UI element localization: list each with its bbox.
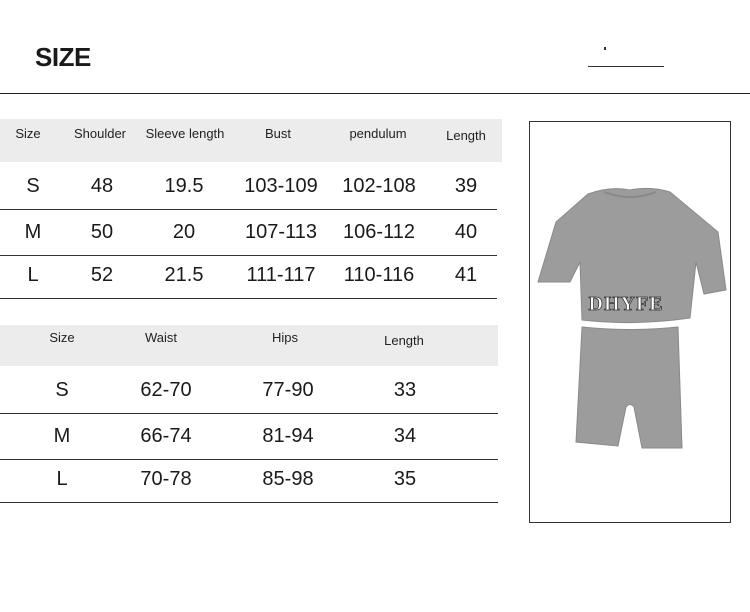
cell-bust: 103-109 [244,175,318,197]
decorative-line [604,47,606,50]
cell-hips: 81-94 [262,425,314,447]
cell-size: L [56,468,68,490]
cell-waist: 62-70 [140,379,192,401]
cell-size: S [55,379,69,401]
bottom-table-header [0,325,498,366]
decorative-line [588,66,664,67]
cell-sleeve-length: 20 [172,221,196,243]
table-row [0,457,498,503]
cell-length: 34 [393,425,417,447]
cell-shoulder: 48 [90,175,114,197]
header-size: Size [15,126,41,141]
page-title: SIZE [35,42,91,72]
cell-sleeve-length: 21.5 [164,264,204,286]
title-divider [0,93,750,94]
header-bust: Bust [264,126,292,141]
cell-size: L [27,264,39,286]
cell-length: 33 [393,379,417,401]
header-hips: Hips [271,330,299,345]
product-image [529,121,731,523]
header-length: Length [384,333,424,348]
cell-hips: 85-98 [262,468,314,490]
cell-waist: 66-74 [140,425,192,447]
cell-pendulum: 106-112 [343,221,415,243]
cell-pendulum: 102-108 [342,175,416,197]
cell-sleeve-length: 19.5 [164,175,204,197]
cell-waist: 70-78 [140,468,192,490]
header-size: Size [49,330,75,345]
cell-shoulder: 52 [90,264,114,286]
shorts-shape [576,327,682,448]
cell-size: M [53,425,71,447]
header-pendulum: pendulum [349,126,407,141]
cell-shoulder: 50 [90,221,114,243]
table-row [0,253,497,299]
cell-length: 41 [454,264,478,286]
table-row [0,164,497,210]
cell-pendulum: 110-116 [343,264,415,286]
cell-size: M [24,221,42,243]
cell-bust: 111-117 [246,264,316,286]
table-row [0,368,498,414]
header-shoulder: Shoulder [73,126,127,141]
cell-hips: 77-90 [262,379,314,401]
cell-length: 40 [454,221,478,243]
outfit-illustration [530,122,730,522]
header-length: Length [446,128,486,143]
cell-length: 39 [454,175,478,197]
table-row [0,414,498,460]
header-waist: Waist [144,330,178,345]
cell-size: S [26,175,40,197]
shirt-print-text: DHYFE [588,293,664,315]
cell-length: 35 [393,468,417,490]
table-row [0,210,497,256]
top-table-header [0,119,502,162]
cell-bust: 107-113 [245,221,317,243]
header-sleeve-length: Sleeve length [145,126,225,141]
